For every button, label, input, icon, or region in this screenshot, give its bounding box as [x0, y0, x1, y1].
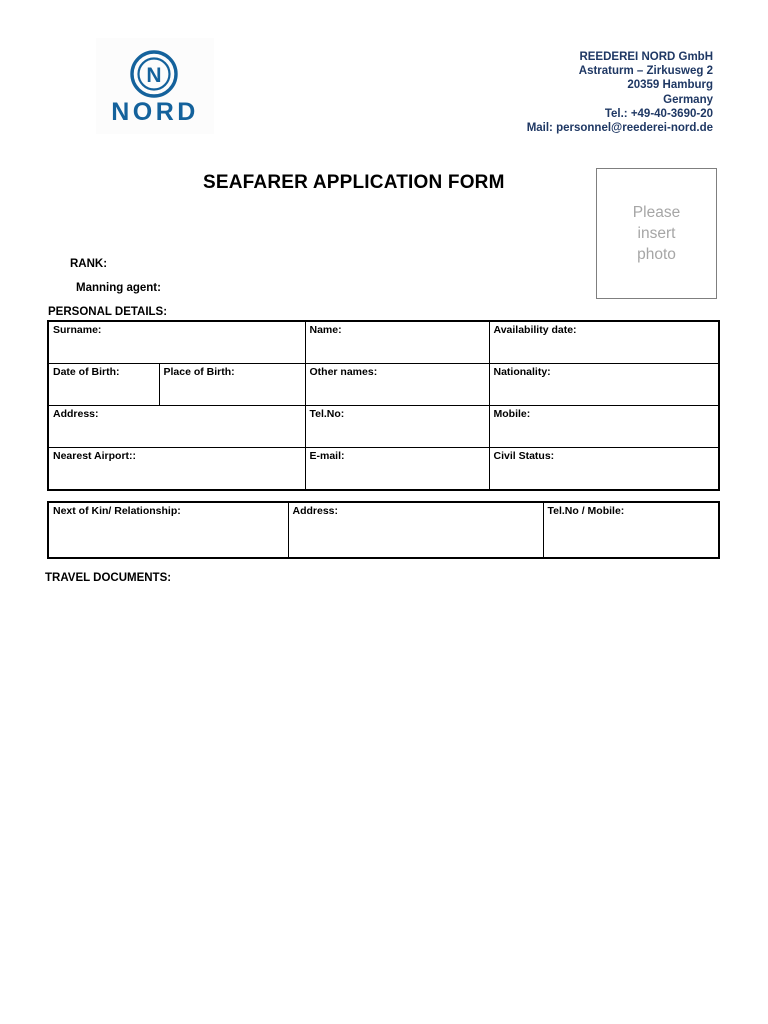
company-country: Germany — [663, 93, 713, 106]
company-street: Astraturm – Zirkusweg 2 — [578, 65, 713, 78]
form-field-cell[interactable] — [48, 406, 305, 448]
form-field-cell[interactable] — [48, 321, 305, 364]
photo-placeholder-box[interactable] — [596, 168, 717, 299]
field-label: Date of Birth: — [53, 366, 120, 378]
form-field-cell[interactable] — [305, 406, 489, 448]
field-label: Address: — [53, 408, 99, 420]
personal-details-table — [47, 320, 720, 491]
next-of-kin-body — [48, 502, 719, 558]
photo-placeholder-line-1: Please — [632, 204, 681, 221]
rank-label: RANK: — [70, 258, 108, 270]
company-phone: Tel.: +49-40-3690-20 — [604, 107, 713, 120]
field-label: E-mail: — [309, 450, 345, 462]
field-label: Tel.No / Mobile: — [547, 505, 625, 517]
table-row — [48, 448, 719, 491]
company-address-block — [527, 50, 713, 135]
personal-details-heading: PERSONAL DETAILS: — [48, 306, 168, 318]
form-field-cell[interactable] — [305, 448, 489, 491]
photo-placeholder-line-2: insert — [637, 225, 676, 242]
travel-documents-heading: TRAVEL DOCUMENTS: — [45, 572, 172, 584]
company-email: Mail: personnel@reederei-nord.de — [526, 122, 713, 135]
form-field-cell[interactable] — [159, 364, 305, 406]
table-row — [48, 321, 719, 364]
table-row — [48, 364, 719, 406]
manning-agent-label: Manning agent: — [76, 282, 161, 294]
nord-wordmark: NORD — [111, 98, 199, 126]
form-field-cell[interactable] — [489, 364, 719, 406]
page-title: SEAFARER APPLICATION FORM — [203, 172, 505, 193]
form-field-cell[interactable] — [489, 448, 719, 491]
company-city: 20359 Hamburg — [627, 79, 713, 92]
field-label: Tel.No: — [309, 408, 345, 420]
form-field-cell[interactable] — [305, 321, 489, 364]
nord-circle-n-logo-icon — [128, 48, 180, 100]
form-field-cell[interactable] — [48, 448, 305, 491]
field-label: Surname: — [53, 324, 102, 336]
field-label: Mobile: — [493, 408, 531, 420]
photo-placeholder-line-3: photo — [637, 246, 676, 263]
field-label: Availability date: — [493, 324, 577, 336]
form-field-cell[interactable] — [489, 321, 719, 364]
field-label: Nearest Airport:: — [53, 450, 137, 462]
field-label: Address: — [292, 505, 339, 517]
field-label: Next of Kin/ Relationship: — [53, 505, 181, 517]
field-label: Place of Birth: — [163, 366, 235, 378]
nord-logo — [96, 38, 214, 134]
form-field-cell[interactable] — [489, 406, 719, 448]
field-label: Nationality: — [493, 366, 551, 378]
form-field-cell[interactable] — [305, 364, 489, 406]
next-of-kin-table — [47, 501, 720, 559]
table-row — [48, 502, 719, 558]
table-row — [48, 406, 719, 448]
form-field-cell[interactable] — [48, 364, 159, 406]
form-field-cell[interactable] — [543, 502, 719, 558]
company-name: REEDEREI NORD GmbH — [579, 51, 713, 63]
field-label: Other names: — [309, 366, 378, 378]
svg-text:N: N — [146, 64, 162, 87]
form-field-cell[interactable] — [288, 502, 543, 558]
personal-details-body — [48, 321, 719, 490]
field-label: Civil Status: — [493, 450, 555, 462]
field-label: Name: — [309, 324, 342, 336]
form-field-cell[interactable] — [48, 502, 288, 558]
